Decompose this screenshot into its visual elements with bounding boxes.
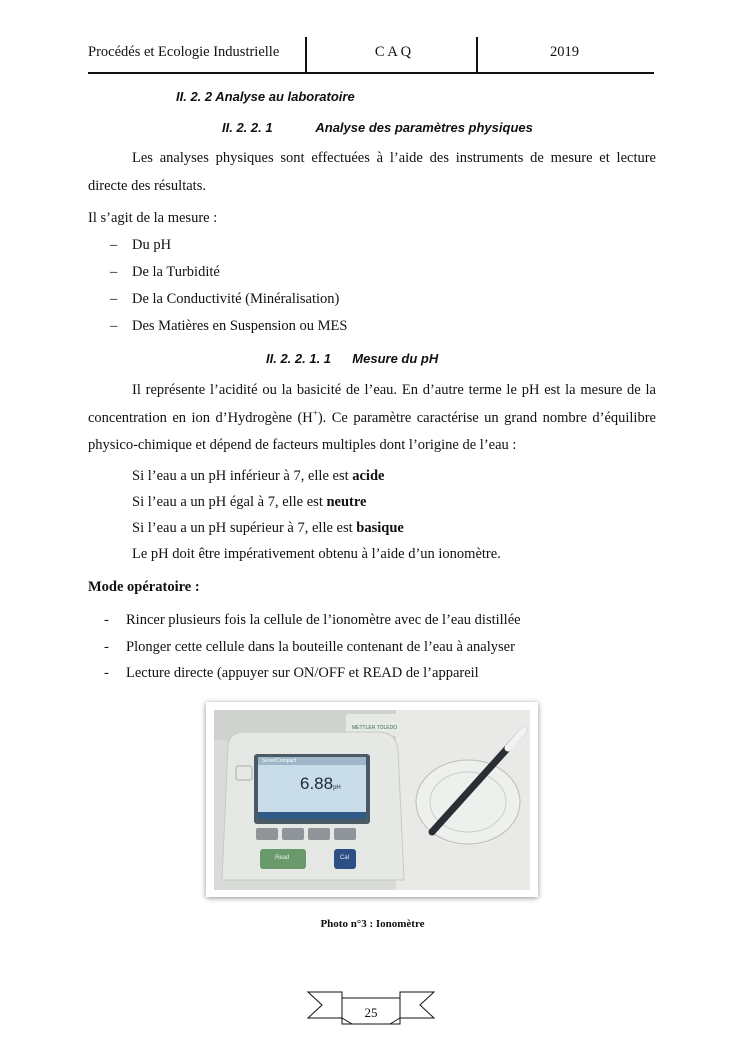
list-item: – Des Matières en Suspension ou MES [110, 318, 348, 334]
header-separator [476, 37, 478, 73]
list-item: – Du pH [110, 237, 172, 253]
page-number: 25 [364, 1005, 378, 1020]
ph-rule: Si l’eau a un pH égal à 7, elle est neutre [132, 494, 367, 510]
list-item: – De la Conductivité (Minéralisation) [110, 291, 340, 307]
subsubsection-title [266, 351, 438, 366]
brand-label: METTLER TOLEDO [352, 725, 398, 731]
photo-frame [206, 702, 538, 897]
step-item: - Lecture directe (appuyer sur ON/OFF et READ de l’appareil [104, 665, 479, 681]
header-left: Procédés et Ecologie Industrielle [88, 44, 280, 60]
header-rule [88, 72, 654, 74]
header-separator [305, 37, 307, 73]
ph-reading: 6.88pH [300, 774, 341, 793]
cal-button-label: Cal [340, 855, 350, 861]
read-button-label: Read [275, 855, 290, 861]
mode-title: Mode opératoire : [88, 579, 200, 595]
subsubsection-number: II. 2. 2. 1. 1 [266, 351, 332, 366]
list-intro: Il s’agit de la mesure : [88, 210, 218, 226]
ph-note: Le pH doit être impérativement obtenu à l’aide d’un ionomètre. [132, 546, 501, 562]
ph-rule: Si l’eau a un pH inférieur à 7, elle est acide [132, 468, 385, 484]
subsection-number: II. 2. 2. 1 [222, 120, 273, 135]
intro-paragraph: Les analyses physiques sont effectuées à l’aide des instruments de mesure et lecture directe des résultats. [88, 150, 656, 194]
ionometer-photo [206, 702, 538, 897]
subsection-label: Analyse des paramètres physiques [315, 120, 533, 135]
subsection-title [222, 120, 533, 135]
photo-caption: Photo n°3 : Ionomètre [320, 918, 425, 930]
header-center: C A Q [374, 44, 412, 60]
list-item: – De la Turbidité [110, 264, 220, 280]
ph-paragraph: Il représente l’acidité ou la basicité de l’eau. En d’autre terme le pH est la mesure de la concentration en ion d’Hydrogène (H+). Ce paramètre caractérise un grand nombre d’équilibre physico-chimique et dépend de facteurs multiples dont l’origine de l’eau : [88, 382, 656, 453]
step-item: - Rincer plusieurs fois la cellule de l’ionomètre avec de l’eau distillée [104, 612, 521, 628]
model-label: SevenCompact [262, 758, 297, 764]
subsubsection-label: Mesure du pH [352, 351, 439, 366]
header-right: 2019 [550, 44, 579, 60]
step-item: - Plonger cette cellule dans la bouteille contenant de l’eau à analyser [104, 639, 515, 655]
ph-rule: Si l’eau a un pH supérieur à 7, elle est basique [132, 520, 404, 536]
section-title: II. 2. 2 Analyse au laboratoire [176, 89, 355, 104]
